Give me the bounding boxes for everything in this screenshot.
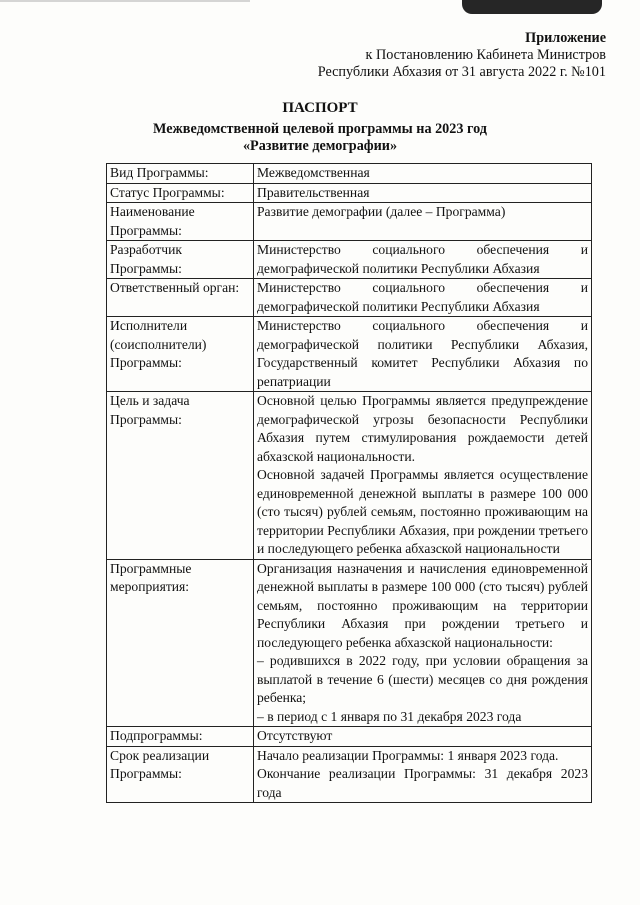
row-value: Межведомственная — [254, 164, 592, 184]
document-title: ПАСПОРТ — [282, 100, 358, 116]
appendix-line-1: к Постановлению Кабинета Министров — [365, 47, 606, 63]
appendix-line-2: Республики Абхазия от 31 августа 2022 г. №101 — [317, 64, 606, 80]
row-label: Срок реализации Программы: — [107, 746, 254, 803]
table-row — [107, 392, 592, 560]
row-value: Министерство социального обеспечения и демографической политики Республики Абхазия — [254, 241, 592, 279]
appendix-label: Приложение — [525, 30, 606, 46]
row-value — [254, 559, 592, 727]
period-start: Начало реализации Программы: 1 января 2023 года. — [257, 747, 559, 763]
table-row — [107, 241, 592, 279]
measures-item-1: – родившихся в 2022 году, при условии обращения за выплатой в течение 6 (шести) месяцев со дня рождения ребенка; — [257, 653, 588, 705]
table-row — [107, 317, 592, 392]
task-paragraph: Основной задачей Программы является осуществление единовременной денежной выплаты в размере 100 000 (сто тысяч) рублей семьям, постоянно проживающим на территории Республики Абхазия, при рождении третьего и последующего ребенка абхазской национальности — [257, 467, 588, 556]
row-value: Правительственная — [254, 183, 592, 203]
table-row — [107, 164, 592, 184]
table-row — [107, 746, 592, 803]
row-value: Отсутствуют — [254, 727, 592, 747]
measures-paragraph: Организация назначения и начисления единовременной денежной выплаты в размере 100 000 (сто тысяч) рублей семьям, постоянно проживающим на территории Республики Абхазия при рождении третьего и последующего ребенка абхазской национальности: — [257, 560, 588, 650]
subtitle-line-2: «Развитие демографии» — [242, 138, 398, 154]
row-label: Исполнители (соисполнители) Программы: — [107, 317, 254, 392]
row-value — [254, 746, 592, 803]
document-subtitle — [0, 121, 640, 155]
goal-paragraph: Основной целью Программы является предупреждение демографической угрозы безопасности Республики Абхазия путем стимулирования рождаемости детей абхазской национальности. — [257, 393, 588, 464]
row-label: Цель и задача Программы: — [107, 392, 254, 560]
table-row — [107, 183, 592, 203]
row-label: Вид Программы: — [107, 164, 254, 184]
period-end: Окончание реализации Программы: 31 декабря 2023 года — [257, 766, 588, 800]
table-row — [107, 559, 592, 727]
scan-redaction-mark — [462, 0, 602, 14]
passport-table — [106, 163, 592, 803]
row-value: Министерство социального обеспечения и демографической политики Республики Абхазия, Государственный комитет Республики Абхазия по репатриации — [254, 317, 592, 392]
row-label: Ответственный орган: — [107, 279, 254, 317]
table-row — [107, 727, 592, 747]
row-value: Министерство социального обеспечения и демографической политики Республики Абхазия — [254, 279, 592, 317]
row-label: Разработчик Программы: — [107, 241, 254, 279]
measures-item-2: – в период с 1 января по 31 декабря 2023 года — [257, 708, 522, 724]
row-label: Подпрограммы: — [107, 727, 254, 747]
row-value: Развитие демографии (далее – Программа) — [254, 203, 592, 241]
appendix-header — [318, 30, 606, 81]
table-row — [107, 279, 592, 317]
subtitle-line-1: Межведомственной целевой программы на 2023 год — [153, 121, 487, 137]
scan-edge-line — [0, 0, 250, 2]
row-label: Наименование Программы: — [107, 203, 254, 241]
table-row — [107, 203, 592, 241]
row-label: Программные мероприятия: — [107, 559, 254, 727]
row-value — [254, 392, 592, 560]
row-label: Статус Программы: — [107, 183, 254, 203]
